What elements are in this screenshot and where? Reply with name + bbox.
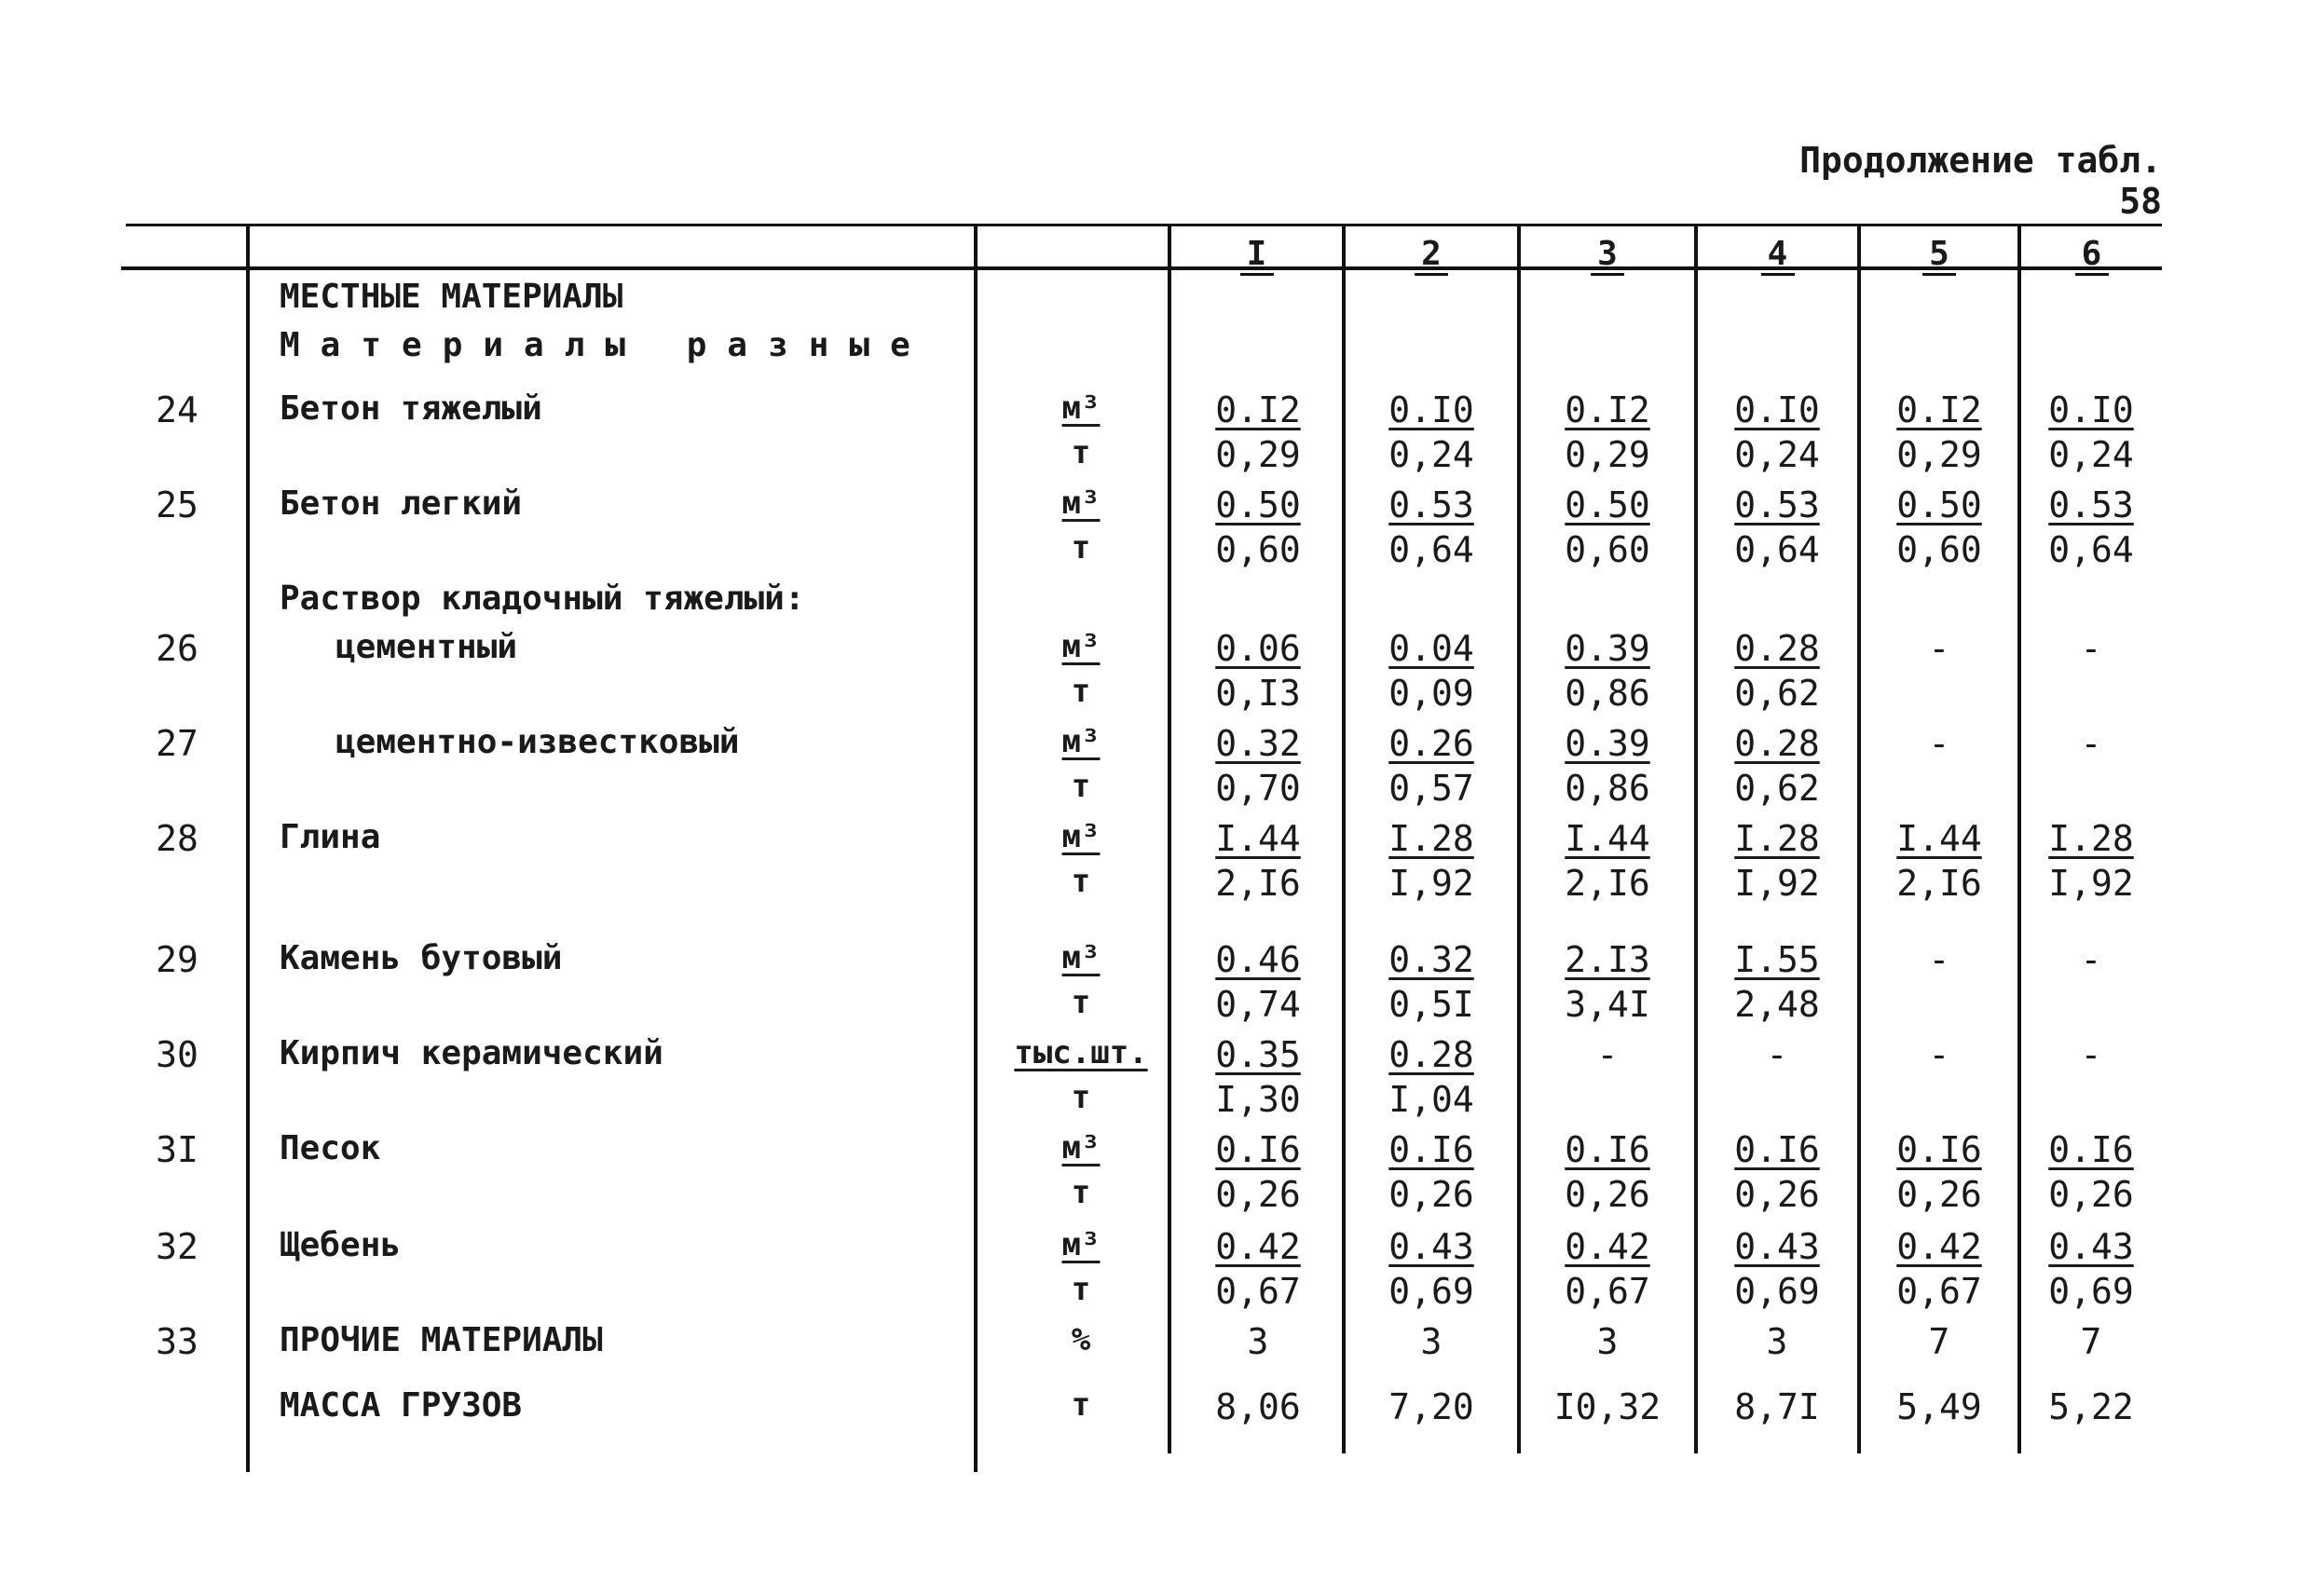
unit-label: м³ xyxy=(1061,1129,1101,1166)
value-cell-mass: 0,64 xyxy=(2048,529,2134,570)
value-cell: I.28 xyxy=(1388,818,1474,859)
value-cell-mass: I,04 xyxy=(1388,1079,1474,1120)
value-cell-mass: 0,26 xyxy=(2048,1174,2134,1215)
value-cell: 0.I0 xyxy=(2048,389,2134,430)
value-cell-mass: I,30 xyxy=(1215,1079,1301,1120)
value-cell: 0.28 xyxy=(1388,1034,1474,1075)
value-cell: 0.I2 xyxy=(1215,389,1301,430)
material-name: Бетон тяжелый xyxy=(280,389,542,428)
value-cell-mass: 0,29 xyxy=(1896,434,1982,475)
value-cell: - xyxy=(1928,939,1950,980)
value-cell-mass: 0,62 xyxy=(1734,673,1820,714)
value-cell-mass: 0,64 xyxy=(1734,529,1820,570)
material-name: МАССА ГРУЗОВ xyxy=(280,1386,523,1425)
value-cell: 0.28 xyxy=(1734,628,1820,669)
material-name: Камень бутовый xyxy=(280,939,563,977)
value-cell-mass: 0,60 xyxy=(1896,529,1982,570)
unit-label-mass: т xyxy=(1071,984,1091,1021)
value-cell-mass: 0,24 xyxy=(1388,434,1474,475)
value-cell-mass: 2,I6 xyxy=(1565,863,1650,904)
table-caption: Продолжение табл. 58 xyxy=(1799,140,2162,222)
value-cell-mass: 0,67 xyxy=(1565,1271,1650,1312)
value-cell: - xyxy=(2080,1034,2102,1075)
value-cell: 0.I2 xyxy=(1896,389,1982,430)
value-cell-mass: 0,09 xyxy=(1388,673,1474,714)
value-cell: 0.32 xyxy=(1388,939,1474,980)
value-cell: 8,7I xyxy=(1734,1386,1820,1427)
row-number: 28 xyxy=(156,818,198,859)
value-cell-mass: 0,I3 xyxy=(1215,673,1301,714)
unit-label-mass: т xyxy=(1071,434,1091,471)
value-cell-mass: 0,26 xyxy=(1734,1174,1820,1215)
value-cell: - xyxy=(1928,1034,1950,1075)
value-cell: - xyxy=(2080,628,2102,669)
value-cell-mass: 0,70 xyxy=(1215,768,1301,809)
value-cell: 0.I2 xyxy=(1565,389,1650,430)
value-cell: I.44 xyxy=(1215,818,1301,859)
value-cell-mass: 0,26 xyxy=(1388,1174,1474,1215)
value-cell-mass: 0,69 xyxy=(1734,1271,1820,1312)
material-name: Щебень xyxy=(280,1226,402,1264)
value-cell: 8,06 xyxy=(1215,1386,1301,1427)
value-cell-mass: 0,60 xyxy=(1565,529,1650,570)
row-number: 29 xyxy=(156,939,198,980)
row-number: 30 xyxy=(156,1034,198,1075)
value-cell: 0.I6 xyxy=(1734,1129,1820,1170)
material-name: Кирпич керамический xyxy=(280,1034,663,1072)
value-cell-mass: 0,69 xyxy=(1388,1271,1474,1312)
value-cell-mass: 0,29 xyxy=(1565,434,1650,475)
col-rule-1 xyxy=(1342,224,1346,1453)
header-col-2: 2 xyxy=(1346,235,1517,274)
header-col-4: 4 xyxy=(1698,235,1857,274)
col-rule-3 xyxy=(1694,224,1698,1453)
value-cell: 0.46 xyxy=(1215,939,1301,980)
value-cell: - xyxy=(1766,1034,1788,1075)
row-number: 3I xyxy=(156,1129,198,1170)
value-cell: 0.I0 xyxy=(1734,389,1820,430)
value-cell-mass: 0,26 xyxy=(1896,1174,1982,1215)
unit-label-mass: т xyxy=(1071,1174,1091,1211)
value-cell-mass: 0,62 xyxy=(1734,768,1820,809)
row-number: 32 xyxy=(156,1226,198,1267)
value-cell-mass: 0,24 xyxy=(1734,434,1820,475)
material-name: Песок xyxy=(280,1129,381,1167)
value-cell: 0.43 xyxy=(2048,1226,2134,1267)
value-cell-mass: I,92 xyxy=(1734,863,1820,904)
unit-label: т xyxy=(1071,1386,1091,1424)
value-cell: I.44 xyxy=(1565,818,1650,859)
value-cell: I.44 xyxy=(1896,818,1982,859)
value-cell: I.28 xyxy=(1734,818,1820,859)
material-name: Раствор кладочный тяжелый: xyxy=(280,580,805,618)
value-cell: 0.I6 xyxy=(1896,1129,1982,1170)
header-col-5: 5 xyxy=(1861,235,2017,274)
unit-label-mass: т xyxy=(1071,863,1091,900)
value-cell-mass: 0,29 xyxy=(1215,434,1301,475)
value-cell-mass: 3,4I xyxy=(1565,984,1650,1025)
col-rule-name xyxy=(974,224,978,1472)
value-cell: 3 xyxy=(1247,1321,1269,1362)
unit-label-mass: т xyxy=(1071,1271,1091,1308)
value-cell: 0.26 xyxy=(1388,723,1474,764)
value-cell: 0.43 xyxy=(1734,1226,1820,1267)
value-cell: 5,49 xyxy=(1896,1386,1982,1427)
value-cell-mass: 0,57 xyxy=(1388,768,1474,809)
value-cell: 0.42 xyxy=(1565,1226,1650,1267)
value-cell: 3 xyxy=(1766,1321,1788,1362)
value-cell: 0.06 xyxy=(1215,628,1301,669)
unit-label: м³ xyxy=(1061,628,1101,665)
value-cell: - xyxy=(1928,723,1950,764)
value-cell: - xyxy=(2080,939,2102,980)
value-cell: - xyxy=(2080,723,2102,764)
value-cell: I.55 xyxy=(1734,939,1820,980)
row-number: 24 xyxy=(156,389,198,430)
unit-label: м³ xyxy=(1061,484,1101,522)
value-cell: 0.35 xyxy=(1215,1034,1301,1075)
unit-label: м³ xyxy=(1061,939,1101,976)
value-cell: 0.I0 xyxy=(1388,389,1474,430)
material-name: Глина xyxy=(280,818,381,856)
value-cell-mass: 0,64 xyxy=(1388,529,1474,570)
value-cell: 0.I6 xyxy=(1388,1129,1474,1170)
header-col-1: I xyxy=(1171,235,1342,274)
col-rule-2 xyxy=(1517,224,1521,1453)
value-cell: 3 xyxy=(1596,1321,1619,1362)
material-name: цементный xyxy=(335,628,518,666)
value-cell: 0.39 xyxy=(1565,723,1650,764)
value-cell-mass: I,92 xyxy=(2048,863,2134,904)
value-cell: I.28 xyxy=(2048,818,2134,859)
row-number: 33 xyxy=(156,1321,198,1362)
value-cell: 0.50 xyxy=(1896,484,1982,525)
value-cell-mass: 0,67 xyxy=(1215,1271,1301,1312)
value-cell-mass: 2,I6 xyxy=(1896,863,1982,904)
value-cell-mass: 2,48 xyxy=(1734,984,1820,1025)
unit-label: % xyxy=(1071,1321,1091,1358)
value-cell: 2.I3 xyxy=(1565,939,1650,980)
unit-label: тыс.шт. xyxy=(1014,1034,1148,1071)
unit-label-mass: т xyxy=(1071,768,1091,805)
header-col-3: 3 xyxy=(1521,235,1694,274)
value-cell-mass: 0,26 xyxy=(1565,1174,1650,1215)
value-cell: 0.43 xyxy=(1388,1226,1474,1267)
value-cell: - xyxy=(1596,1034,1619,1075)
value-cell: 0.42 xyxy=(1215,1226,1301,1267)
value-cell: 7 xyxy=(1928,1321,1950,1362)
col-rule-4 xyxy=(1857,224,1861,1453)
material-name: Бетон легкий xyxy=(280,484,523,523)
row-number: 25 xyxy=(156,484,198,525)
unit-label-mass: т xyxy=(1071,529,1091,566)
row-number: 26 xyxy=(156,628,198,669)
value-cell-mass: 0,5I xyxy=(1388,984,1474,1025)
value-cell-mass: 0,86 xyxy=(1565,768,1650,809)
header-col-6: 6 xyxy=(2021,235,2162,274)
unit-label-mass: т xyxy=(1071,1079,1091,1116)
value-cell: 7,20 xyxy=(1388,1386,1474,1427)
value-cell: 0.53 xyxy=(1388,484,1474,525)
value-cell-mass: 0,74 xyxy=(1215,984,1301,1025)
unit-label: м³ xyxy=(1061,723,1101,760)
value-cell-mass: 0,26 xyxy=(1215,1174,1301,1215)
value-cell: 0.50 xyxy=(1565,484,1650,525)
value-cell-mass: 0,24 xyxy=(2048,434,2134,475)
unit-label-mass: т xyxy=(1071,673,1091,710)
value-cell: 0.32 xyxy=(1215,723,1301,764)
value-cell: I0,32 xyxy=(1553,1386,1661,1427)
value-cell: 0.42 xyxy=(1896,1226,1982,1267)
value-cell-mass: I,92 xyxy=(1388,863,1474,904)
material-name: ПРОЧИЕ МАТЕРИАЛЫ xyxy=(280,1321,603,1359)
material-name: цементно-известковый xyxy=(335,723,740,761)
value-cell: 7 xyxy=(2080,1321,2102,1362)
value-cell-mass: 0,67 xyxy=(1896,1271,1982,1312)
unit-label: м³ xyxy=(1061,1226,1101,1263)
value-cell: 0.I6 xyxy=(1215,1129,1301,1170)
value-cell: 3 xyxy=(1420,1321,1443,1362)
value-cell-mass: 0,69 xyxy=(2048,1271,2134,1312)
value-cell: 5,22 xyxy=(2048,1386,2134,1427)
unit-label: м³ xyxy=(1061,389,1101,427)
value-cell: 0.28 xyxy=(1734,723,1820,764)
value-cell: 0.39 xyxy=(1565,628,1650,669)
value-cell-mass: 2,I6 xyxy=(1215,863,1301,904)
section-subtitle: Материалы разные xyxy=(280,326,931,364)
value-cell: 0.I6 xyxy=(2048,1129,2134,1170)
unit-label: м³ xyxy=(1061,818,1101,855)
value-cell: 0.I6 xyxy=(1565,1129,1650,1170)
value-cell: - xyxy=(1928,628,1950,669)
section-title: МЕСТНЫЕ МАТЕРИАЛЫ xyxy=(280,278,623,316)
value-cell-mass: 0,60 xyxy=(1215,529,1301,570)
value-cell: 0.53 xyxy=(1734,484,1820,525)
value-cell: 0.53 xyxy=(2048,484,2134,525)
row-number: 27 xyxy=(156,723,198,764)
value-cell: 0.04 xyxy=(1388,628,1474,669)
value-cell-mass: 0,86 xyxy=(1565,673,1650,714)
value-cell: 0.50 xyxy=(1215,484,1301,525)
